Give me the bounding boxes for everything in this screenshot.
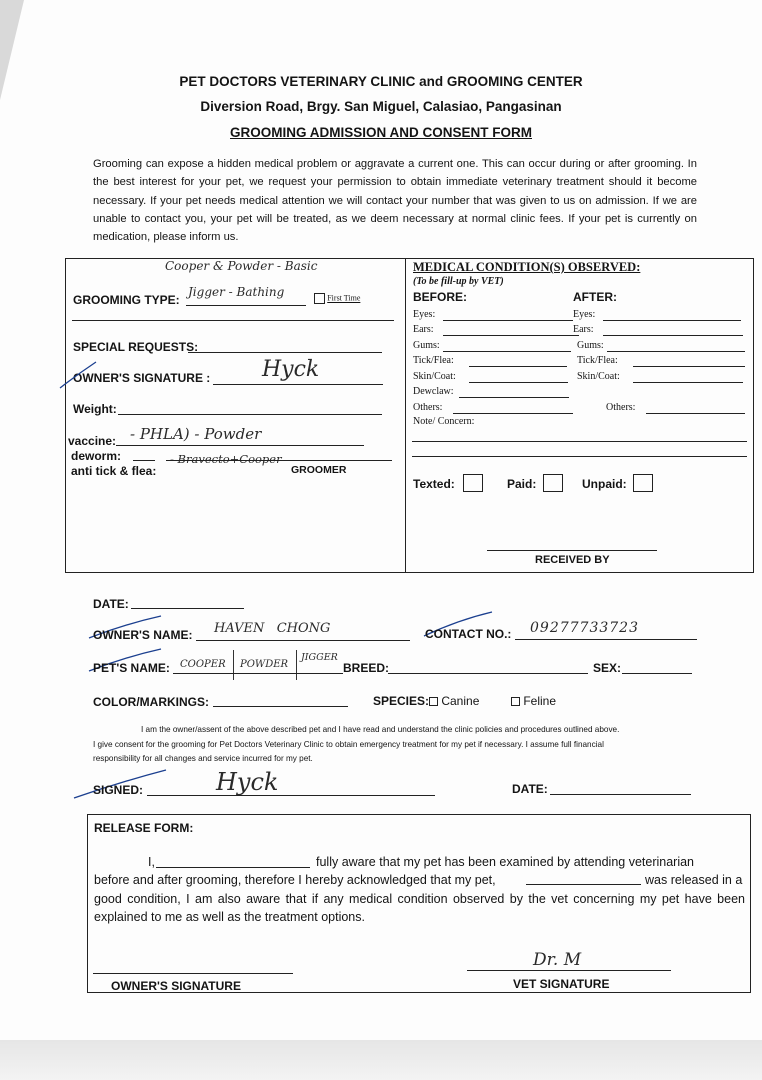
before-field-line[interactable] bbox=[469, 382, 568, 383]
before-field-line[interactable] bbox=[453, 413, 573, 414]
after-field-line[interactable] bbox=[603, 320, 741, 321]
signed-label: SIGNED: bbox=[93, 783, 144, 797]
signed-value: Hyck bbox=[216, 768, 279, 796]
grooming-type-note: Cooper & Powder - Basic bbox=[165, 259, 318, 273]
owner-name-line bbox=[196, 640, 410, 641]
special-requests-label: SPECIAL REQUESTS: bbox=[73, 340, 199, 354]
texted-label: Texted: bbox=[413, 477, 455, 491]
deworm-line bbox=[133, 460, 155, 461]
first-time-checkbox[interactable] bbox=[314, 293, 325, 304]
consent-date-line bbox=[550, 794, 691, 795]
grooming-type-label: GROOMING TYPE: bbox=[73, 293, 180, 307]
feline-label: Feline bbox=[523, 694, 557, 708]
weight-line bbox=[118, 414, 382, 415]
paid-checkbox[interactable] bbox=[543, 474, 563, 492]
before-field-label: Skin/Coat: bbox=[413, 371, 456, 382]
received-by-line bbox=[487, 550, 657, 551]
pet-name-value-3[interactable]: JIGGER bbox=[301, 652, 338, 663]
owner-signature-line bbox=[213, 384, 383, 385]
after-label: AFTER: bbox=[573, 290, 617, 304]
after-field-label: Eyes: bbox=[573, 309, 596, 320]
contact-label: CONTACT NO.: bbox=[425, 627, 512, 641]
after-field-line[interactable] bbox=[633, 382, 743, 383]
release-owner-signature-line bbox=[93, 973, 293, 974]
canine-checkbox[interactable] bbox=[429, 697, 438, 706]
release-owner-signature-label: OWNER'S SIGNATURE bbox=[111, 979, 241, 993]
release-pet-line bbox=[526, 884, 641, 885]
vaccine-value[interactable]: - PHLA) - Powder bbox=[130, 425, 262, 443]
after-field-label: Gums: bbox=[577, 340, 604, 351]
date-label: DATE: bbox=[93, 597, 129, 611]
consent-line-3: responsibility for all changes and service incurred for my pet. bbox=[93, 754, 313, 763]
before-field-line[interactable] bbox=[443, 335, 579, 336]
first-time-option[interactable] bbox=[314, 293, 360, 304]
color-markings-label: COLOR/MARKINGS: bbox=[93, 695, 209, 709]
before-field-line[interactable] bbox=[459, 397, 569, 398]
species-feline-option[interactable] bbox=[511, 694, 556, 708]
unpaid-checkbox[interactable] bbox=[633, 474, 653, 492]
contact-value[interactable]: 09277733723 bbox=[530, 620, 639, 636]
deworm-label: deworm: bbox=[71, 449, 122, 463]
special-requests-line bbox=[188, 352, 382, 353]
pet-name-value-2[interactable]: POWDER bbox=[240, 659, 289, 670]
breed-label: BREED: bbox=[343, 661, 390, 675]
before-field-label: Tick/Flea: bbox=[413, 355, 454, 366]
release-text-4: good condition, I am also aware that if any medical condition observed by the vet concerning my pet have been explained to me as well as the treatment options. bbox=[94, 892, 745, 924]
after-field-line[interactable] bbox=[646, 413, 745, 414]
vet-signature-value: Dr. M bbox=[533, 950, 582, 970]
owner-name-label: OWNER'S NAME: bbox=[93, 628, 193, 642]
after-field-label: Ears: bbox=[573, 324, 594, 335]
before-field-label: Gums: bbox=[413, 340, 440, 351]
grooming-type-line bbox=[186, 305, 306, 306]
pet-name-separator-1 bbox=[233, 650, 234, 680]
pet-name-line bbox=[173, 673, 343, 674]
consent-line-1: I am the owner/assent of the above described pet and I have read and understand the clinic policies and procedures outlined above. bbox=[141, 725, 620, 734]
before-field-label: Dewclaw: bbox=[413, 386, 454, 397]
owner-signature-label: OWNER'S SIGNATURE : bbox=[73, 371, 211, 385]
species-label: SPECIES: bbox=[373, 694, 430, 708]
form-title: GROOMING ADMISSION AND CONSENT FORM bbox=[230, 125, 532, 140]
after-field-line[interactable] bbox=[603, 335, 743, 336]
owner-signature-value: Hyck bbox=[262, 357, 320, 382]
contact-line bbox=[515, 639, 697, 640]
medical-condition-title: MEDICAL CONDITION(S) OBSERVED: bbox=[413, 260, 641, 274]
sex-line bbox=[622, 673, 692, 674]
after-field-line[interactable] bbox=[607, 351, 745, 352]
unpaid-label: Unpaid: bbox=[582, 477, 627, 491]
panel-divider bbox=[405, 259, 406, 572]
note-concern-label: Note/ Concern: bbox=[413, 416, 475, 427]
groomer-label: GROOMER bbox=[291, 464, 347, 476]
vaccine-line bbox=[116, 445, 364, 446]
consent-date-label: DATE: bbox=[512, 782, 548, 796]
before-field-line[interactable] bbox=[469, 366, 567, 367]
release-text-3: was released in a bbox=[645, 873, 743, 887]
date-line bbox=[131, 608, 244, 609]
vet-note: (To be fill-up by VET) bbox=[413, 276, 504, 287]
feline-checkbox[interactable] bbox=[511, 697, 520, 706]
before-label: BEFORE: bbox=[413, 290, 467, 304]
canine-label: Canine bbox=[441, 694, 480, 708]
anti-tick-value[interactable]: - Bravecto+Cooper bbox=[170, 452, 282, 466]
after-field-line[interactable] bbox=[633, 366, 745, 367]
paid-label: Paid: bbox=[507, 477, 537, 491]
vet-signature-line bbox=[467, 970, 671, 971]
weight-label: Weight: bbox=[73, 402, 117, 416]
before-field-label: Ears: bbox=[413, 324, 434, 335]
release-text-1: fully aware that my pet has been examined by attending veterinarian bbox=[316, 855, 695, 869]
note-line-1 bbox=[412, 441, 747, 442]
release-text-2: before and after grooming, therefore I hereby acknowledged that my pet, bbox=[94, 873, 496, 887]
groomer-line bbox=[166, 460, 392, 461]
vet-signature-label: VET SIGNATURE bbox=[513, 977, 610, 991]
note-line-2 bbox=[412, 456, 747, 457]
consent-line-2: I give consent for the grooming for Pet Doctors Veterinary Clinic to obtain emergency treatment for my pet if necessary. I assume full financial bbox=[93, 740, 604, 749]
first-time-label: First Time bbox=[327, 293, 361, 303]
texted-checkbox[interactable] bbox=[463, 474, 483, 492]
before-field-line[interactable] bbox=[443, 320, 573, 321]
sex-label: SEX: bbox=[593, 661, 622, 675]
release-form-title: RELEASE FORM: bbox=[94, 821, 194, 835]
before-field-line[interactable] bbox=[443, 351, 571, 352]
before-field-label: Others: bbox=[413, 402, 443, 413]
signed-line bbox=[147, 795, 435, 796]
pet-name-label: PET'S NAME: bbox=[93, 661, 170, 675]
species-canine-option[interactable] bbox=[429, 694, 479, 708]
pet-name-separator-2 bbox=[296, 650, 297, 680]
owner-name-value[interactable]: HAVEN CHONG bbox=[214, 621, 331, 636]
after-field-label: Skin/Coat: bbox=[577, 371, 620, 382]
intro-paragraph: Grooming can expose a hidden medical problem or aggravate a current one. This can occur during or after grooming. In the best interest for your pet, we request your permission to obtain immediate veterinary treatment should it become necessary. If your pet needs medical attention we will contact your number that was given to us on admission. If we are unable to contact you, your pet will be treated, as we deem necessary at normal clinic fees. If your pet is currently on medication, please inform us. bbox=[93, 158, 697, 244]
clinic-address: Diversion Road, Brgy. San Miguel, Calasiao, Pangasinan bbox=[200, 99, 562, 114]
grooming-type-line-2 bbox=[72, 320, 394, 321]
clinic-name: PET DOCTORS VETERINARY CLINIC and GROOMING CENTER bbox=[179, 74, 583, 89]
after-field-label: Tick/Flea: bbox=[577, 355, 618, 366]
pet-name-value-1[interactable]: COOPER bbox=[180, 659, 226, 670]
scan-edge bbox=[0, 1040, 762, 1080]
before-field-label: Eyes: bbox=[413, 309, 436, 320]
anti-tick-label: anti tick & flea: bbox=[71, 464, 157, 478]
breed-line bbox=[388, 673, 588, 674]
vaccine-label: vaccine: bbox=[68, 434, 117, 448]
color-markings-line bbox=[213, 706, 348, 707]
after-field-label: Others: bbox=[606, 402, 636, 413]
release-text-i: I, bbox=[148, 855, 155, 869]
tick-mark bbox=[58, 360, 98, 390]
received-by-label: RECEIVED BY bbox=[535, 554, 610, 566]
release-name-line bbox=[156, 867, 310, 868]
grooming-type-value[interactable]: Jigger - Bathing bbox=[188, 285, 285, 299]
